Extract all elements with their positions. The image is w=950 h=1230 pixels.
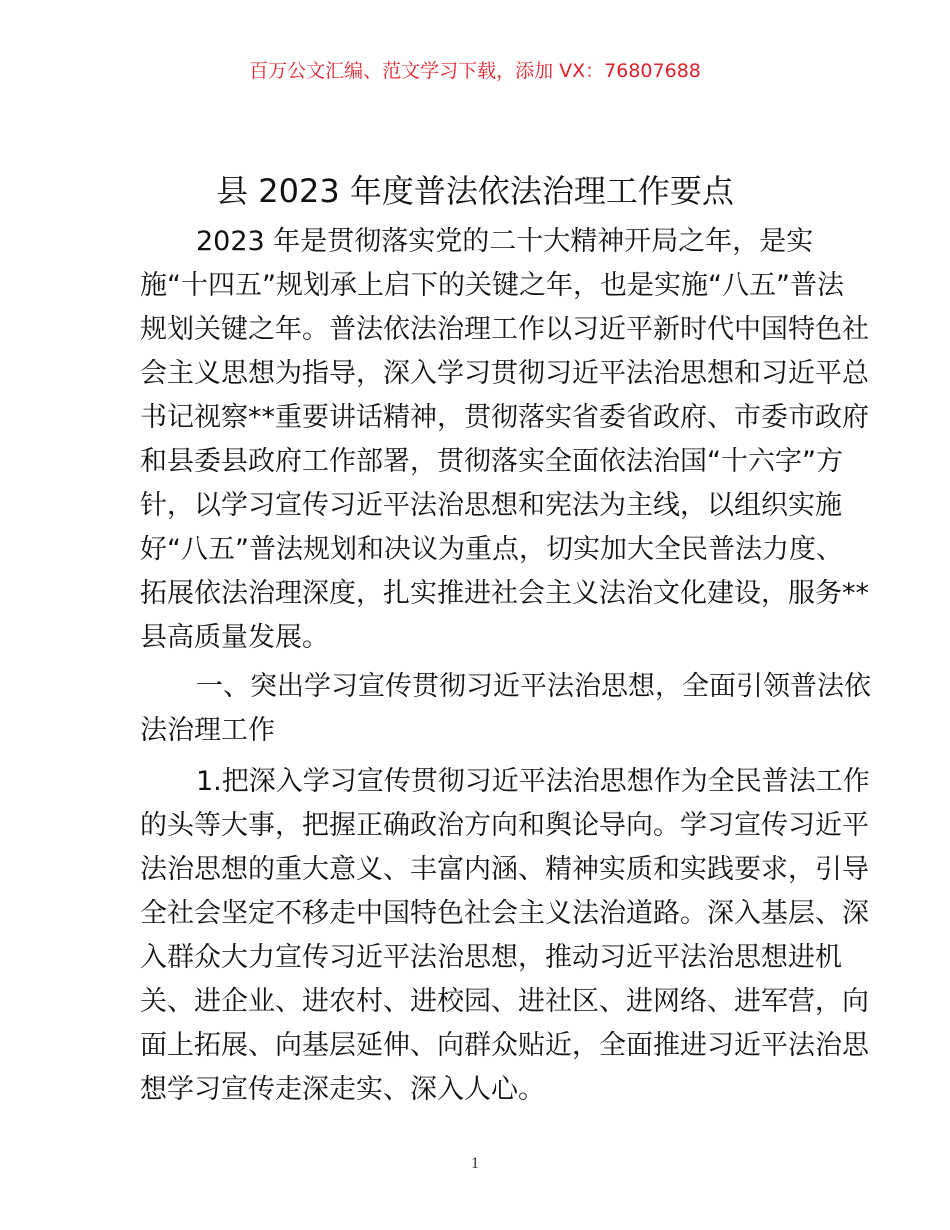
text-line: 和县委县政府工作部署，贯彻落实全面依法治国“十六字”方	[140, 446, 843, 477]
text-line: 关、进企业、进农村、进校园、进社区、进网络、进军营，向	[140, 986, 869, 1017]
watermark-header: 百万公文汇编、范文学习下载，添加 VX：76807688	[249, 60, 701, 82]
section-heading-1	[140, 665, 871, 753]
text-line: 针，以学习宣传习近平法治思想和宪法为主线，以组织实施	[140, 490, 842, 521]
text-line: 好“八五”普法规划和决议为重点，切实加大全民普法力度、	[140, 534, 843, 565]
text-line: 规划关键之年。普法依法治理工作以习近平新时代中国特色社	[140, 314, 869, 345]
text-line: 会主义思想为指导，深入学习贯彻习近平法治思想和习近平总	[140, 358, 869, 389]
text-line: 法治理工作	[140, 715, 275, 746]
text-line: 想学习宣传走深走实、深入人心。	[140, 1074, 545, 1105]
paragraph-item-1	[140, 760, 870, 1112]
paragraph-intro	[140, 220, 869, 660]
page-number: 1	[471, 1155, 479, 1172]
text-line: 全社会坚定不移走中国特色社会主义法治道路。深入基层、深	[140, 898, 869, 929]
text-line: 拓展依法治理深度，扎实推进社会主义法治文化建设，服务**	[140, 578, 869, 609]
document-title: 县 2023 年度普法依法治理工作要点	[216, 172, 734, 210]
text-line: 面上拓展、向基层延伸、向群众贴近，全面推进习近平法治思	[140, 1030, 869, 1061]
text-line: 的头等大事，把握正确政治方向和舆论导向。学习宣传习近平	[140, 810, 869, 841]
text-line: 书记视察**重要讲话精神，贯彻落实省委省政府、市委市政府	[140, 402, 869, 433]
text-line: 施“十四五”规划承上启下的关键之年，也是实施“八五”普法	[140, 270, 844, 301]
text-line: 入群众大力宣传习近平法治思想，推动习近平法治思想进机	[140, 942, 842, 973]
text-line: 一、突出学习宣传贯彻习近平法治思想，全面引领普法依	[196, 671, 871, 702]
text-line: 法治思想的重大意义、丰富内涵、精神实质和实践要求，引导	[140, 854, 869, 885]
text-line: 县高质量发展。	[140, 622, 329, 653]
text-line: 2023 年是贯彻落实党的二十大精神开局之年，是实	[196, 226, 814, 257]
text-line: 1.把深入学习宣传贯彻习近平法治思想作为全民普法工作	[196, 766, 870, 797]
